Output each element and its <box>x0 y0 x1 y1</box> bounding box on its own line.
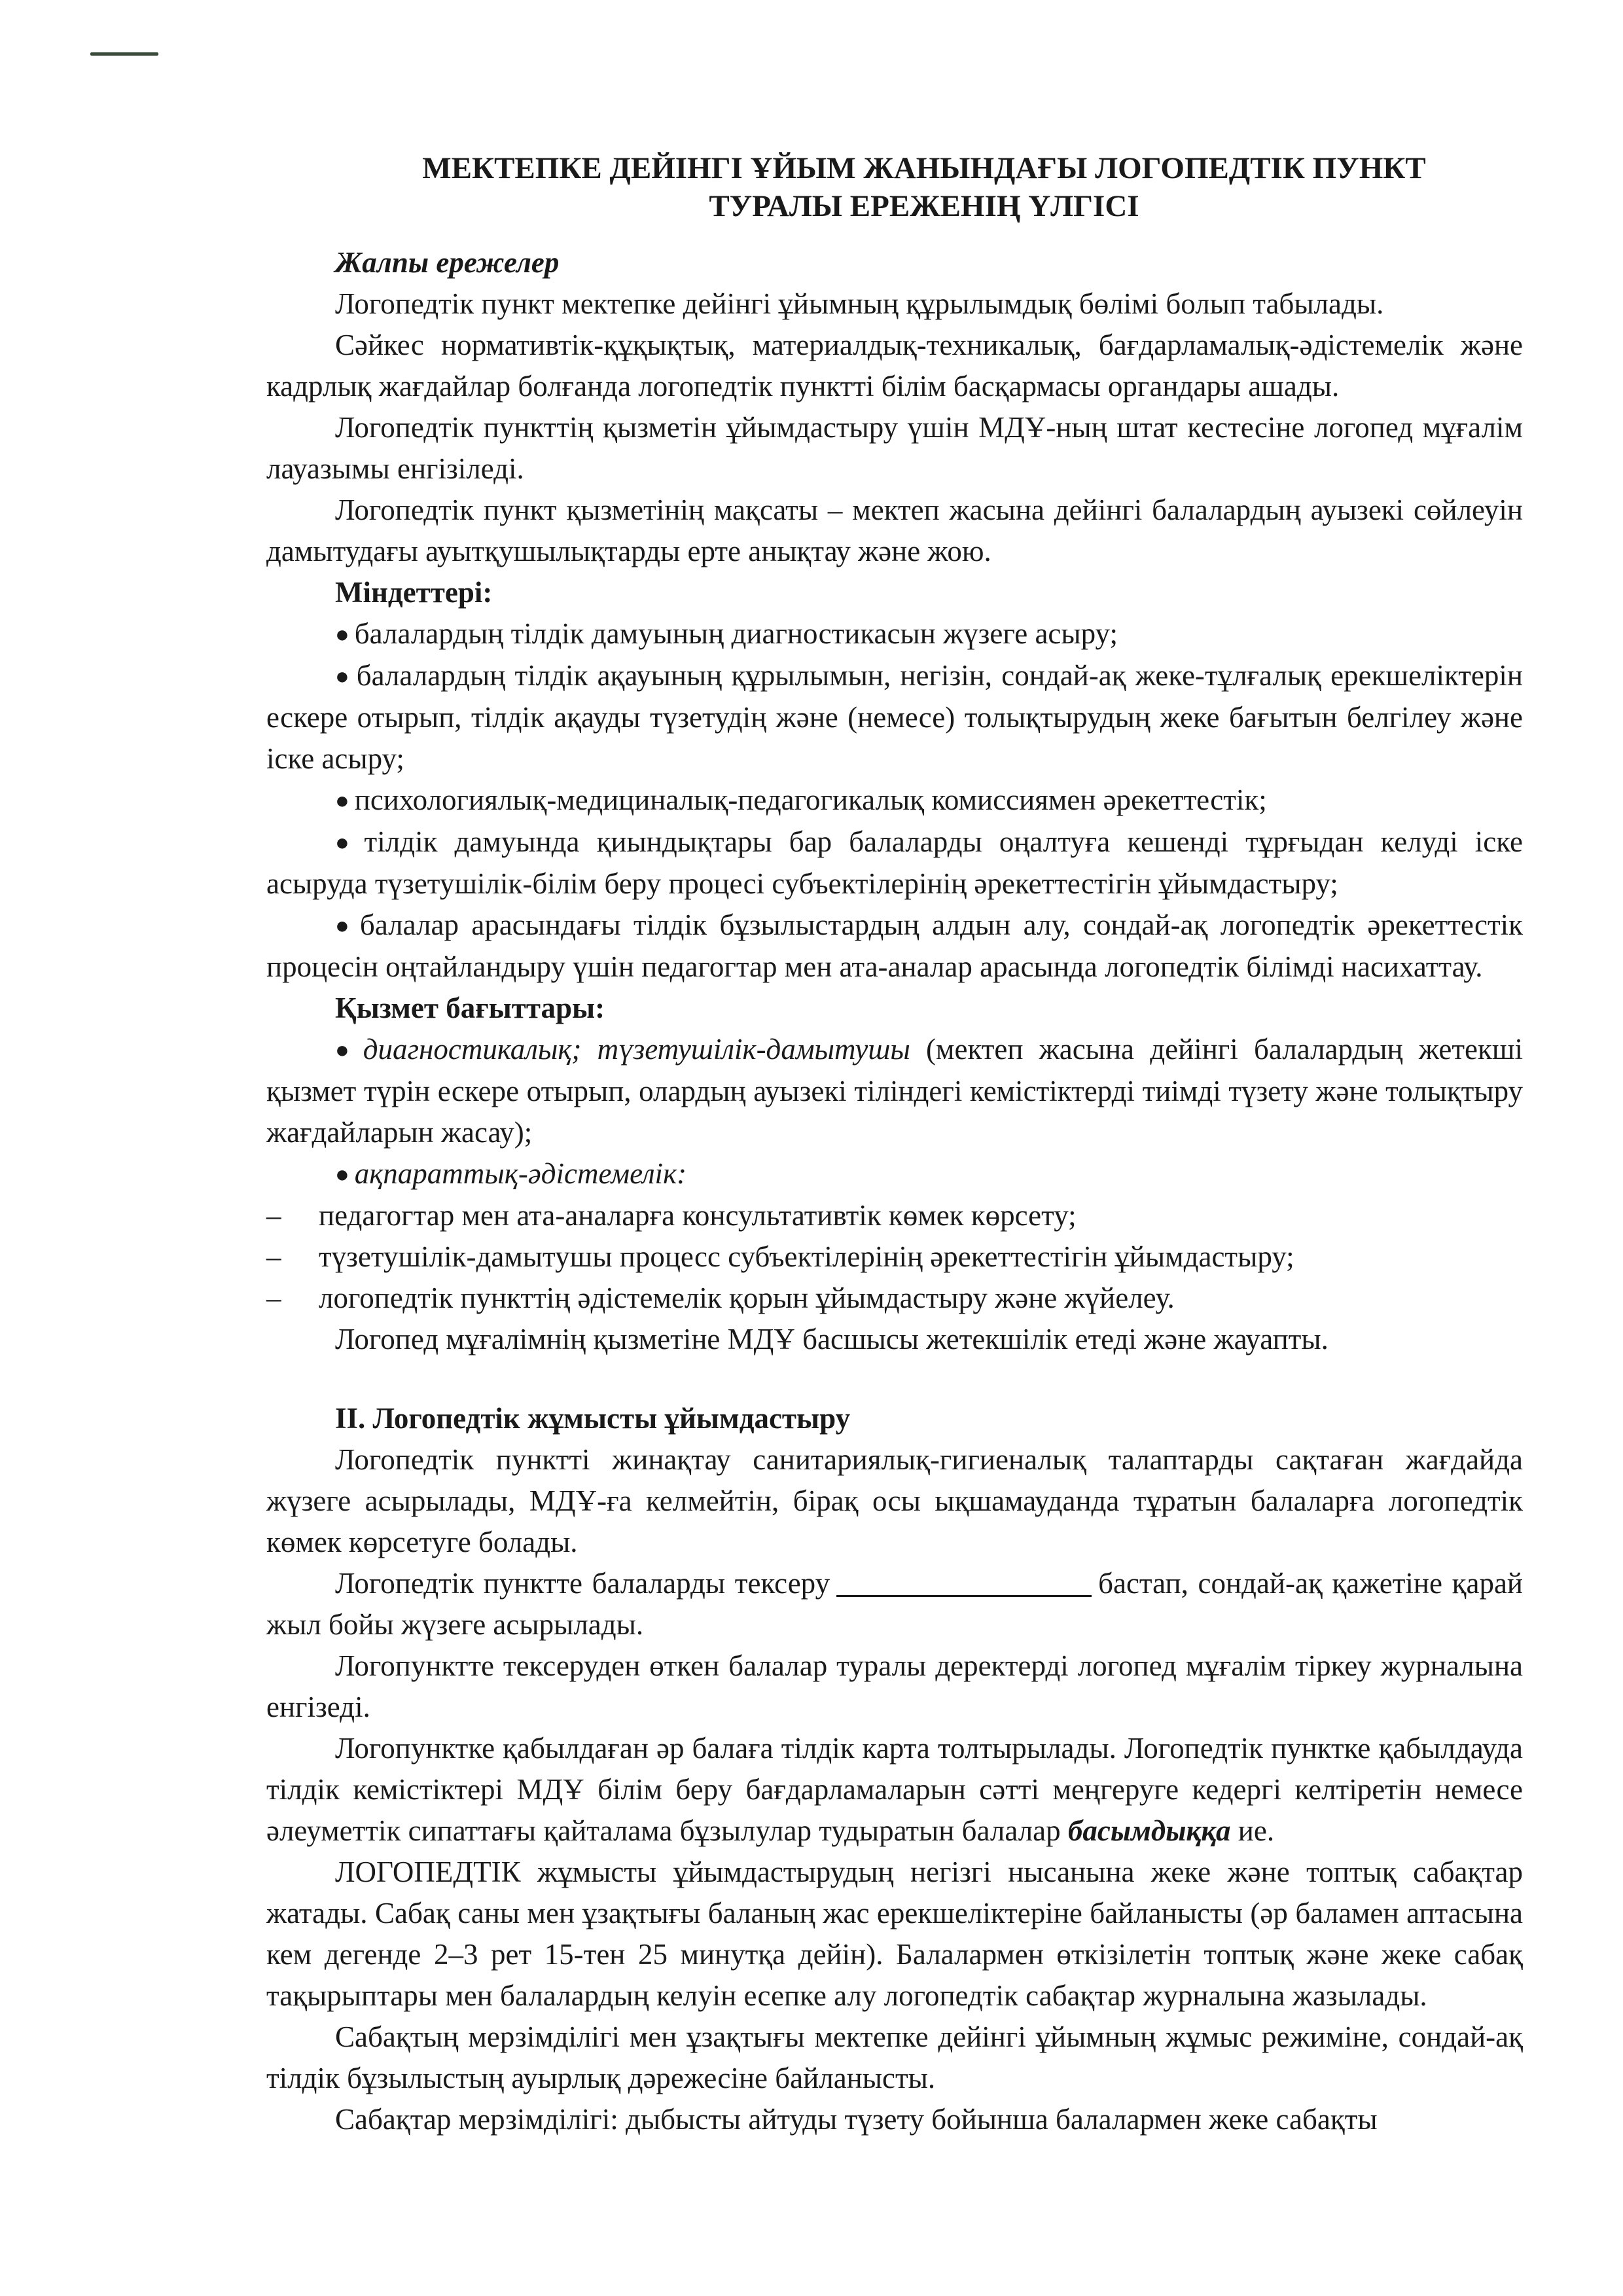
directions-heading: Қызмет бағыттары: <box>335 992 605 1024</box>
bullet-icon: ● <box>335 1037 358 1063</box>
direction-item <box>266 1029 1523 1153</box>
dash-item-text: педагогтар мен ата-аналарға консультативтік көмек көрсету; <box>319 1199 1077 1232</box>
task-item-text: балалардың тілдік ақауының құрылымын, негізін, сондай-ақ жеке-тұлғалық ерекшеліктерін ескере отырып, тілдік ақауды түзетудің және (немесе) толықтырудың жеке бағытын белгілеу және іске асыру; <box>266 659 1523 775</box>
general-paragraph-2: Сәйкес нормативтік-құқықтық, материалдық-техникалық, бағдарламалық-әдістемелік және кадрлық жағдайлар болғанда логопедтік пунктті білім басқармасы органдары ашады. <box>266 329 1523 403</box>
direction-item-text: (мектеп жасына дейінгі балалардың жетекші қызмет түрін ескере отырып, олардың ауызекі тіліндегі кемістіктерді тиімді түзету және толықтыру жағдайларын жасау); <box>266 1033 1523 1149</box>
section-2-paragraph-1: Логопедтік пунктті жинақтау санитариялық-гигиеналық талаптарды сақтаған жағдайда жүзеге асырылады, МДҰ-ға келмейтін, бірақ осы ықшамауданда тұратын балаларға логопедтік көмек көрсетуге болады. <box>266 1443 1523 1558</box>
task-item <box>266 613 1523 655</box>
bullet-icon: ● <box>335 787 349 814</box>
title-line-1: МЕКТЕПКЕ ДЕЙІНГІ ҰЙЫМ ЖАНЫНДАҒЫ ЛОГОПЕДТІК ПУНКТ <box>422 151 1426 185</box>
dash-icon: – <box>266 1240 281 1273</box>
dash-item <box>266 1236 1523 1278</box>
general-paragraph-1: Логопедтік пункт мектепке дейінгі ұйымның құрылымдық бөлімі болып табылады. <box>335 287 1384 320</box>
dash-icon: – <box>266 1199 281 1232</box>
bullet-icon: ● <box>335 621 349 647</box>
task-item-text: психологиялық-медициналық-педагогикалық комиссиямен әрекеттестік; <box>354 783 1267 816</box>
scan-mark <box>90 52 158 56</box>
direction-item-italic: диагностикалық; түзетушілік-дамытушы <box>363 1033 910 1066</box>
dash-item-text: логопедтік пункттің әдістемелік қорын ұйымдастыру және жүйелеу. <box>319 1282 1175 1314</box>
fill-in-blank <box>836 1566 1092 1597</box>
general-heading: Жалпы ережелер <box>335 246 560 279</box>
task-item <box>266 655 1523 780</box>
bullet-icon: ● <box>335 912 355 939</box>
section-2-paragraph-6: Сабақтың мерзімділігі мен ұзақтығы мектепке дейінгі ұйымның жұмыс режиміне, сондай-ақ тілдік бұзылыстың ауырлық дәрежесіне байланысты. <box>266 2020 1523 2094</box>
section-2-paragraph-7: Сабақтар мерзімділігі: дыбысты айтуды түзету бойынша балалармен жеке сабақты <box>335 2103 1378 2136</box>
general-paragraph-4: Логопедтік пункт қызметінің мақсаты – мектеп жасына дейінгі балалардың ауызекі сөйлеуін дамытудағы ауытқушылықтарды ерте анықтау және жою. <box>266 493 1523 567</box>
task-item <box>266 905 1523 988</box>
bullet-icon: ● <box>335 1161 349 1187</box>
general-paragraph-3: Логопедтік пункттің қызметін ұйымдастыру үшін МДҰ-ның штат кестесіне логопед мұғалім лауазымы енгізіледі. <box>266 411 1523 485</box>
p4-tail: ие. <box>1230 1814 1275 1847</box>
bullet-icon: ● <box>335 829 359 855</box>
task-item <box>266 821 1523 905</box>
section-2-paragraph-2 <box>266 1563 1523 1645</box>
dash-icon: – <box>266 1282 281 1314</box>
p2-start: Логопедтік пунктте балаларды тексеру <box>335 1567 830 1600</box>
tasks-heading: Міндеттері: <box>335 576 493 609</box>
dash-item <box>266 1278 1523 1319</box>
section-2-paragraph-3: Логопунктте тексеруден өткен балалар туралы деректерді логопед мұғалім тіркеу журналына енгізеді. <box>266 1649 1523 1723</box>
title-line-2: ТУРАЛЫ ЕРЕЖЕНІҢ ҮЛГІСІ <box>709 189 1139 223</box>
p4-main: Логопунктке қабылдаған әр балаға тілдік карта толтырылады. Логопедтік пунктке қабылдауда тілдік кемістіктері МДҰ білім беру бағдарламаларын сәтті меңгеруге кедергі келтіретін немесе әлеуметтік сипаттағы қайталама бұзылулар тудыратын балалар <box>266 1732 1523 1847</box>
dash-item <box>266 1195 1523 1236</box>
dash-item-text: түзетушілік-дамытушы процесс субъектілерінің әрекеттестігін ұйымдастыру; <box>319 1240 1294 1273</box>
directions-closing: Логопед мұғалімнің қызметіне МДҰ басшысы жетекшілік етеді және жауапты. <box>335 1323 1329 1355</box>
bullet-icon: ● <box>335 663 351 689</box>
section-2-paragraph-4 <box>266 1728 1523 1852</box>
task-item-text: тілдік дамуында қиындықтары бар балаларды оңалтуға кешенді тұрғыдан келуді іске асыруда түзетушілік-білім беру процесі субъектілерінің әрекеттестігін ұйымдастыру; <box>266 825 1523 900</box>
document-page <box>266 149 1523 2140</box>
p2-end: бастап, сондай-ақ қажетіне қарай жыл бойы жүзеге асырылады. <box>266 1567 1523 1641</box>
task-item-text: балалар арасындағы тілдік бұзылыстардың алдын алу, сондай-ақ логопедтік әрекеттестік процесін оңтайландыру үшін педагогтар мен ата-аналар арасында логопедтік білімді насихаттау. <box>266 908 1524 983</box>
section-2-heading: ІІ. Логопедтік жұмысты ұйымдастыру <box>335 1402 851 1435</box>
section-2-paragraph-5: ЛОГОПЕДТІК жұмысты ұйымдастырудың негізгі нысанына жеке және топтық сабақтар жатады. Сабақ саны мен ұзақтығы баланың жас ерекшеліктеріне байланысты (әр баламен аптасына кем дегенде 2–3 рет 15-тен 25 минутқа дейін). Балалармен өткізілетін топтық және жеке сабақ тақырыптары мен балалардың келуін есепке алу логопедтік сабақтар журналына жазылады. <box>266 1856 1523 2012</box>
task-item <box>266 780 1523 821</box>
task-item-text: балалардың тілдік дамуының диагностикасын жүзеге асыру; <box>354 617 1118 650</box>
direction-item <box>266 1153 1523 1195</box>
document-title <box>266 149 1523 225</box>
p4-emphasis: басымдыққа <box>1067 1814 1231 1847</box>
direction-item-italic: ақпараттық-әдістемелік: <box>354 1157 687 1190</box>
